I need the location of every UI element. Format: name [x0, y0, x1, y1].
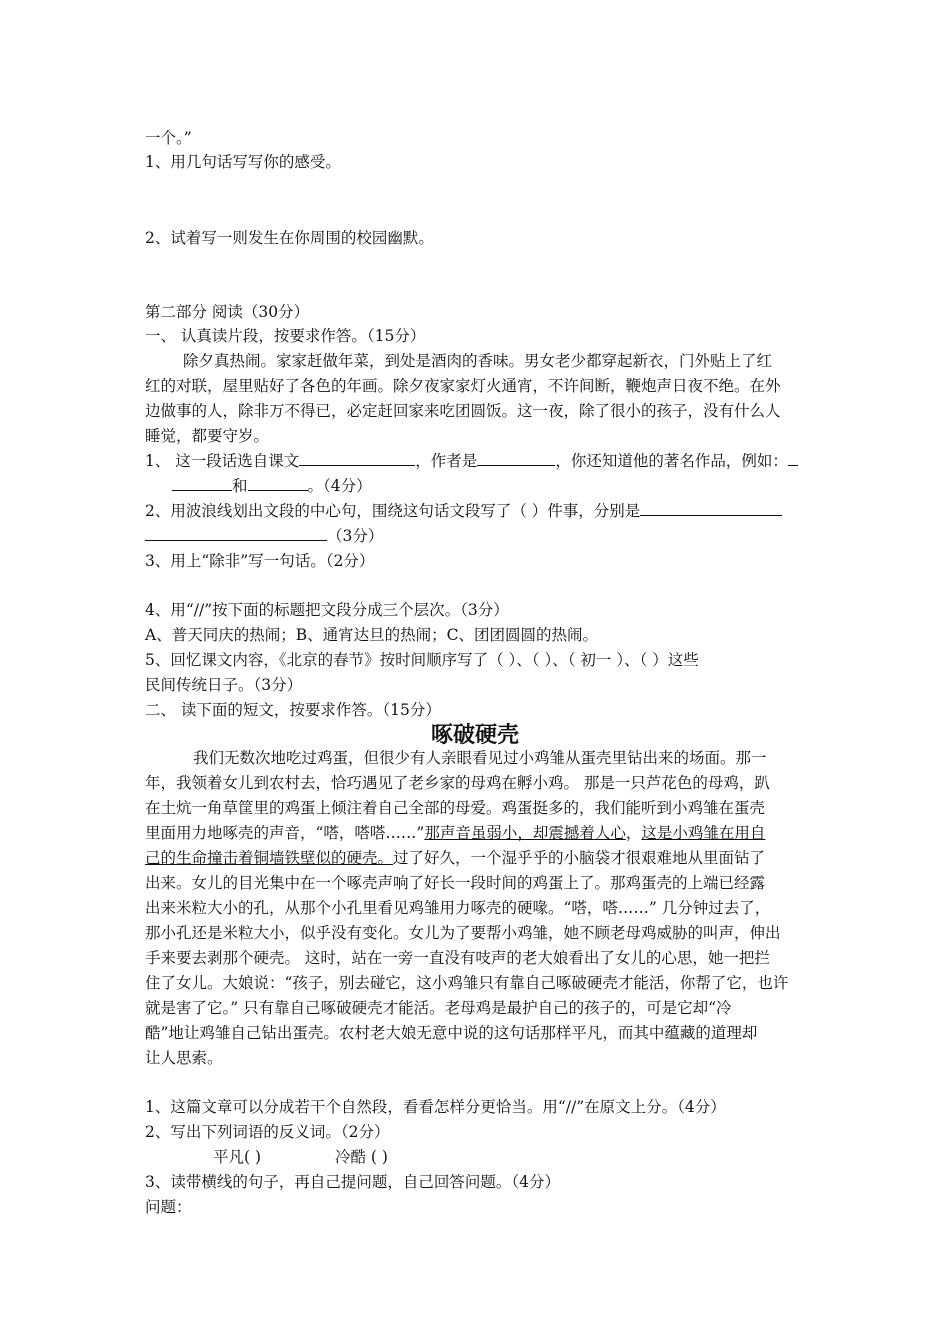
s1-question-4-options: A、普天同庆的热闹；B、通宵达旦的热闹；C、团团圆圆的热闹。: [145, 626, 598, 644]
story-line: 手来要去剥那个硬壳。 这时，站在一旁一直没有吱声的老大娘看出了女儿的心思，她一把拦: [145, 949, 770, 967]
s1-q2-text-b: （3分）: [327, 527, 384, 545]
s1-q1-text-c: ，你还知道他的著名作品，例如：: [555, 452, 788, 470]
question-1: 1、用几句话写写你的感受。: [145, 153, 341, 171]
s2-question-3: 3、读带横线的句子，再自己提问题，自己回答问题。（4分）: [145, 1173, 560, 1191]
passage1-line: 边做事的人，除非万不得已，必定赶回家来吃团圆饭。这一夜，除了很小的孩子，没有什么人: [145, 402, 781, 420]
s1-q1-text-e: 。（4分）: [307, 477, 372, 495]
s1-question-1: [145, 451, 798, 471]
answer-blank-lesson[interactable]: [299, 451, 415, 466]
s1-q1-text-d: 和: [232, 477, 248, 495]
story-line: [145, 848, 765, 868]
answer-blank-work-start[interactable]: [788, 451, 798, 466]
underlined-sentence: 这是小鸡雏在用自: [641, 824, 766, 842]
s1-question-2-cont: [145, 526, 383, 546]
answer-blank-author[interactable]: [477, 451, 555, 466]
s1-question-1-cont: [172, 476, 372, 496]
s1-q1-text-a: 1、 这一段话选自课文: [145, 452, 300, 470]
antonym-item-1: 平凡( ): [213, 1148, 262, 1166]
story-line: 让人思索。: [145, 1049, 223, 1067]
s1-question-4: 4、用“//”按下面的标题把文段分成三个层次。（3分）: [145, 601, 509, 619]
part2-heading: 第二部分 阅读（30分）: [145, 303, 310, 321]
story-line: [145, 823, 765, 843]
question-prompt-label: 问题：: [145, 1198, 192, 1216]
s1-question-5-cont: 民间传统日子。（3分）: [145, 676, 303, 694]
story-line: 酷”地让鸡雏自己钻出蛋壳。农村老大娘无意中说的这句话那样平凡，而其中蕴藏的道理却: [145, 1024, 758, 1042]
s1-question-2: [145, 501, 782, 521]
answer-blank-work-1[interactable]: [172, 476, 232, 491]
story-line: 在土炕一角草筐里的鸡蛋上倾注着自己全部的母爱。鸡蛋挺多的，我们能听到小鸡雏在蛋壳: [145, 799, 766, 817]
story-title: 啄破硬壳: [430, 723, 519, 748]
story-text: ，: [625, 824, 642, 842]
underlined-sentence: 那声音虽弱小，却震撼着人心: [424, 824, 626, 842]
underlined-sentence: 己的生命撞击着铜墙铁壁似的硬壳。: [145, 849, 394, 867]
section2-heading: 二、 读下面的短文，按要求作答。（15分）: [145, 701, 441, 719]
story-line: 我们无数次地吃过鸡蛋，但很少有人亲眼看见过小鸡雏从蛋壳里钻出来的场面。那一: [193, 749, 767, 767]
story-text: 里面用力地啄壳的声音，“嗒，嗒嗒……”: [145, 824, 425, 842]
passage1-line: 除夕真热闹。家家赶做年菜，到处是酒肉的香味。男女老少都穿起新衣，门外贴上了红: [183, 352, 773, 370]
antonym-item-2: 冷酷 ( ): [335, 1148, 388, 1166]
s1-q1-text-b: ，作者是: [415, 452, 478, 470]
answer-blank-work-2[interactable]: [248, 476, 308, 491]
story-line: 出来。女儿的目光集中在一个啄壳声响了好长一段时间的鸡蛋上了。那鸡蛋壳的上端已经露: [145, 874, 766, 892]
answer-blank-events[interactable]: [640, 501, 782, 516]
s2-question-1: 1、这篇文章可以分成若干个自然段，看看怎样分更恰当。用“//”在原文上分。（4分）: [145, 1098, 726, 1116]
s2-question-2: 2、写出下列词语的反义词。（2分）: [145, 1123, 390, 1141]
story-line: 出来米粒大小的孔，从那个小孔里看见鸡雏用力啄壳的硬喙。“嗒，嗒……” 几分钟过去了，: [145, 899, 771, 917]
passage1-line: 红的对联，屋里贴好了各色的年画。除夕夜家家灯火通宵，不许间断，鞭炮声日夜不绝。在外: [145, 377, 781, 395]
story-line: 就是害了它。” 只有靠自己啄破硬壳才能活。老母鸡是最护自己的孩子的，可是它却“冷: [145, 999, 732, 1017]
story-text: 过了好久，一个湿乎乎的小脑袋才很艰难地从里面钻了: [393, 849, 766, 867]
question-2: 2、试着写一则发生在你周围的校园幽默。: [145, 229, 434, 247]
answer-blank-events-cont[interactable]: [145, 526, 327, 541]
story-line: 那小孔还是米粒大小，似乎没有变化。女儿为了要帮小鸡雏，她不顾老母鸡威胁的叫声，伸出: [145, 924, 781, 942]
passage1-line: 睡觉，都要守岁。: [145, 427, 270, 445]
story-line: 住了女儿。大娘说：“孩子，别去碰它，这小鸡雏只有靠自己啄破硬壳才能活，你帮了它，也许: [145, 974, 789, 992]
section1-heading: 一、 认真读片段，按要求作答。（15分）: [145, 327, 426, 345]
story-line: 年，我领着女儿到农村去，恰巧遇见了老乡家的母鸡在孵小鸡。 那是一只芦花色的母鸡，趴: [145, 774, 770, 792]
s1-q2-text-a: 2、用波浪线划出文段的中心句，围绕这句话文段写了（ ）件事，分别是: [145, 502, 641, 520]
continued-line: 一个。”: [145, 129, 192, 147]
s1-question-3: 3、用上“除非”写一句话。（2分）: [145, 552, 375, 570]
s1-question-5: 5、回忆课文内容，《北京的春节》按时间顺序写了（ ）、（ ）、（ 初一 ）、（ ）这些: [145, 651, 699, 669]
